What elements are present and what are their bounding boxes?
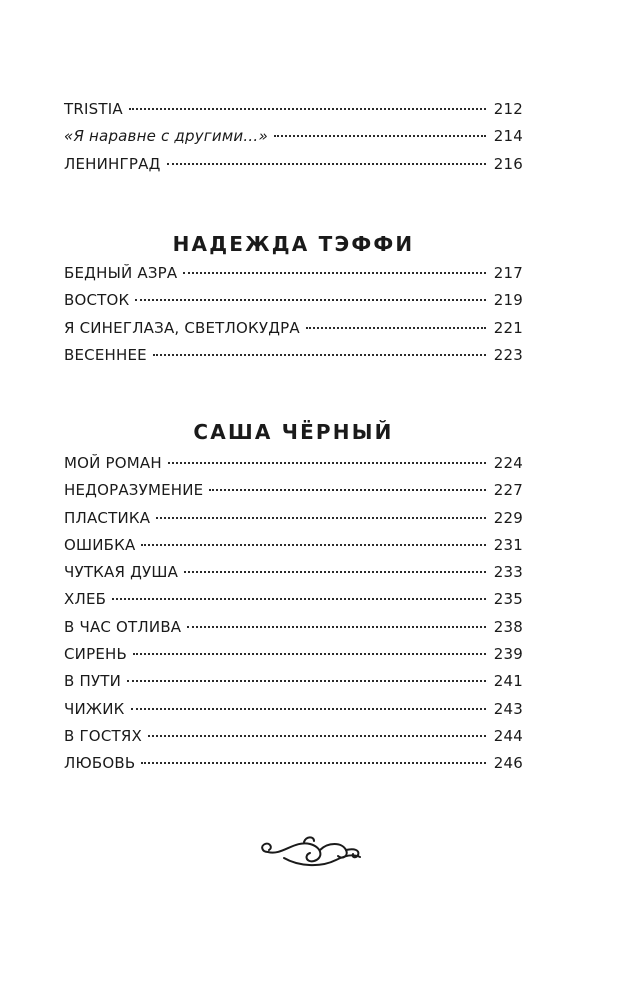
toc-entry[interactable] [64, 155, 523, 182]
toc-entry-title: ЧИЖИК [64, 699, 125, 718]
toc-entry[interactable] [64, 127, 523, 154]
dotted-leader [187, 626, 485, 628]
toc-entry-title: ХЛЕБ [64, 590, 107, 609]
toc-entry-title: ЛЮБОВЬ [64, 754, 136, 773]
toc-entry[interactable] [64, 100, 523, 127]
dotted-leader [112, 598, 486, 600]
toc-entry-page: 233 [493, 563, 523, 582]
toc-entry-title: ЧУТКАЯ ДУША [64, 563, 179, 582]
toc-entry-title: ПЛАСТИКА [64, 508, 151, 527]
dotted-leader [306, 327, 486, 329]
dotted-leader [184, 571, 486, 573]
toc-entry[interactable] [64, 509, 523, 536]
toc-entry-title: СИРЕНЬ [64, 645, 127, 664]
toc-entry-page: 224 [493, 454, 523, 472]
dotted-leader [141, 762, 485, 764]
toc-entry[interactable] [64, 319, 523, 346]
toc-block-previous [64, 100, 523, 182]
toc-entry-title: В ЧАС ОТЛИВА [64, 617, 182, 636]
toc-entry-page: 216 [493, 154, 523, 173]
toc-list-cherny [64, 454, 523, 782]
toc-list-teffi [64, 264, 523, 373]
dotted-leader [274, 135, 486, 137]
dotted-leader [153, 354, 486, 356]
dotted-leader [131, 708, 486, 710]
toc-entry-page: 212 [493, 100, 523, 118]
toc-entry[interactable] [64, 536, 523, 563]
dotted-leader [183, 272, 485, 274]
toc-entry-title: «Я наравне с другими…» [64, 127, 268, 146]
toc-entry-page: 231 [493, 535, 523, 554]
toc-entry-title: НЕДОРАЗУМЕНИЕ [64, 481, 204, 500]
section-heading-teffi: НАДЕЖДА ТЭФФИ [172, 232, 415, 256]
dotted-leader [156, 517, 486, 519]
toc-entry-page: 223 [493, 345, 523, 364]
toc-entry[interactable] [64, 481, 523, 508]
dotted-leader [129, 108, 486, 110]
toc-entry[interactable] [64, 645, 523, 672]
toc-entry-page: 243 [493, 699, 523, 718]
toc-entry-title: TRISTIA [64, 100, 123, 118]
toc-entry[interactable] [64, 754, 523, 781]
toc-entry-title: МОЙ РОМАН [64, 454, 162, 472]
dotted-leader [209, 489, 485, 491]
toc-entry-title: Я СИНЕГЛАЗА, СВЕТЛОКУДРА [64, 318, 300, 337]
toc-entry-page: 227 [493, 481, 523, 500]
toc-entry[interactable] [64, 346, 523, 373]
toc-entry-page: 219 [493, 291, 523, 310]
flourish-ornament-icon [254, 830, 368, 876]
toc-entry-page: 244 [493, 726, 523, 745]
toc-entry[interactable] [64, 727, 523, 754]
toc-entry-page: 214 [493, 127, 523, 146]
toc-entry[interactable] [64, 590, 523, 617]
toc-entry-page: 235 [493, 590, 523, 609]
toc-entry-page: 246 [493, 754, 523, 773]
dotted-leader [135, 299, 485, 301]
toc-entry-page: 239 [493, 645, 523, 664]
toc-entry[interactable] [64, 563, 523, 590]
dotted-leader [168, 462, 486, 464]
toc-entry-page: 217 [493, 264, 523, 282]
toc-entry-page: 238 [493, 617, 523, 636]
toc-entry-title: ВОСТОК [64, 291, 130, 310]
toc-entry[interactable] [64, 291, 523, 318]
toc-entry-page: 241 [493, 672, 523, 691]
toc-list-previous [64, 100, 523, 182]
toc-block-cherny [64, 454, 523, 782]
toc-entry[interactable] [64, 454, 523, 481]
toc-entry[interactable] [64, 700, 523, 727]
toc-entry-title: ОШИБКА [64, 535, 136, 554]
toc-entry-page: 221 [493, 318, 523, 337]
toc-entry-title: ЛЕНИНГРАД [64, 154, 161, 173]
toc-entry-title: ВЕСЕННЕЕ [64, 345, 147, 364]
dotted-leader [127, 680, 486, 682]
toc-entry-title: БЕДНЫЙ АЗРА [64, 264, 178, 282]
toc-entry-page: 229 [493, 508, 523, 527]
toc-entry-title: В ГОСТЯХ [64, 726, 142, 745]
dotted-leader [148, 735, 486, 737]
toc-entry[interactable] [64, 618, 523, 645]
toc-entry-title: В ПУТИ [64, 672, 122, 691]
toc-entry[interactable] [64, 672, 523, 699]
toc-block-teffi [64, 264, 523, 373]
dotted-leader [167, 163, 486, 165]
dotted-leader [133, 653, 486, 655]
toc-entry[interactable] [64, 264, 523, 291]
section-heading-cherny: САША ЧЁРНЫЙ [193, 420, 394, 444]
dotted-leader [141, 544, 485, 546]
